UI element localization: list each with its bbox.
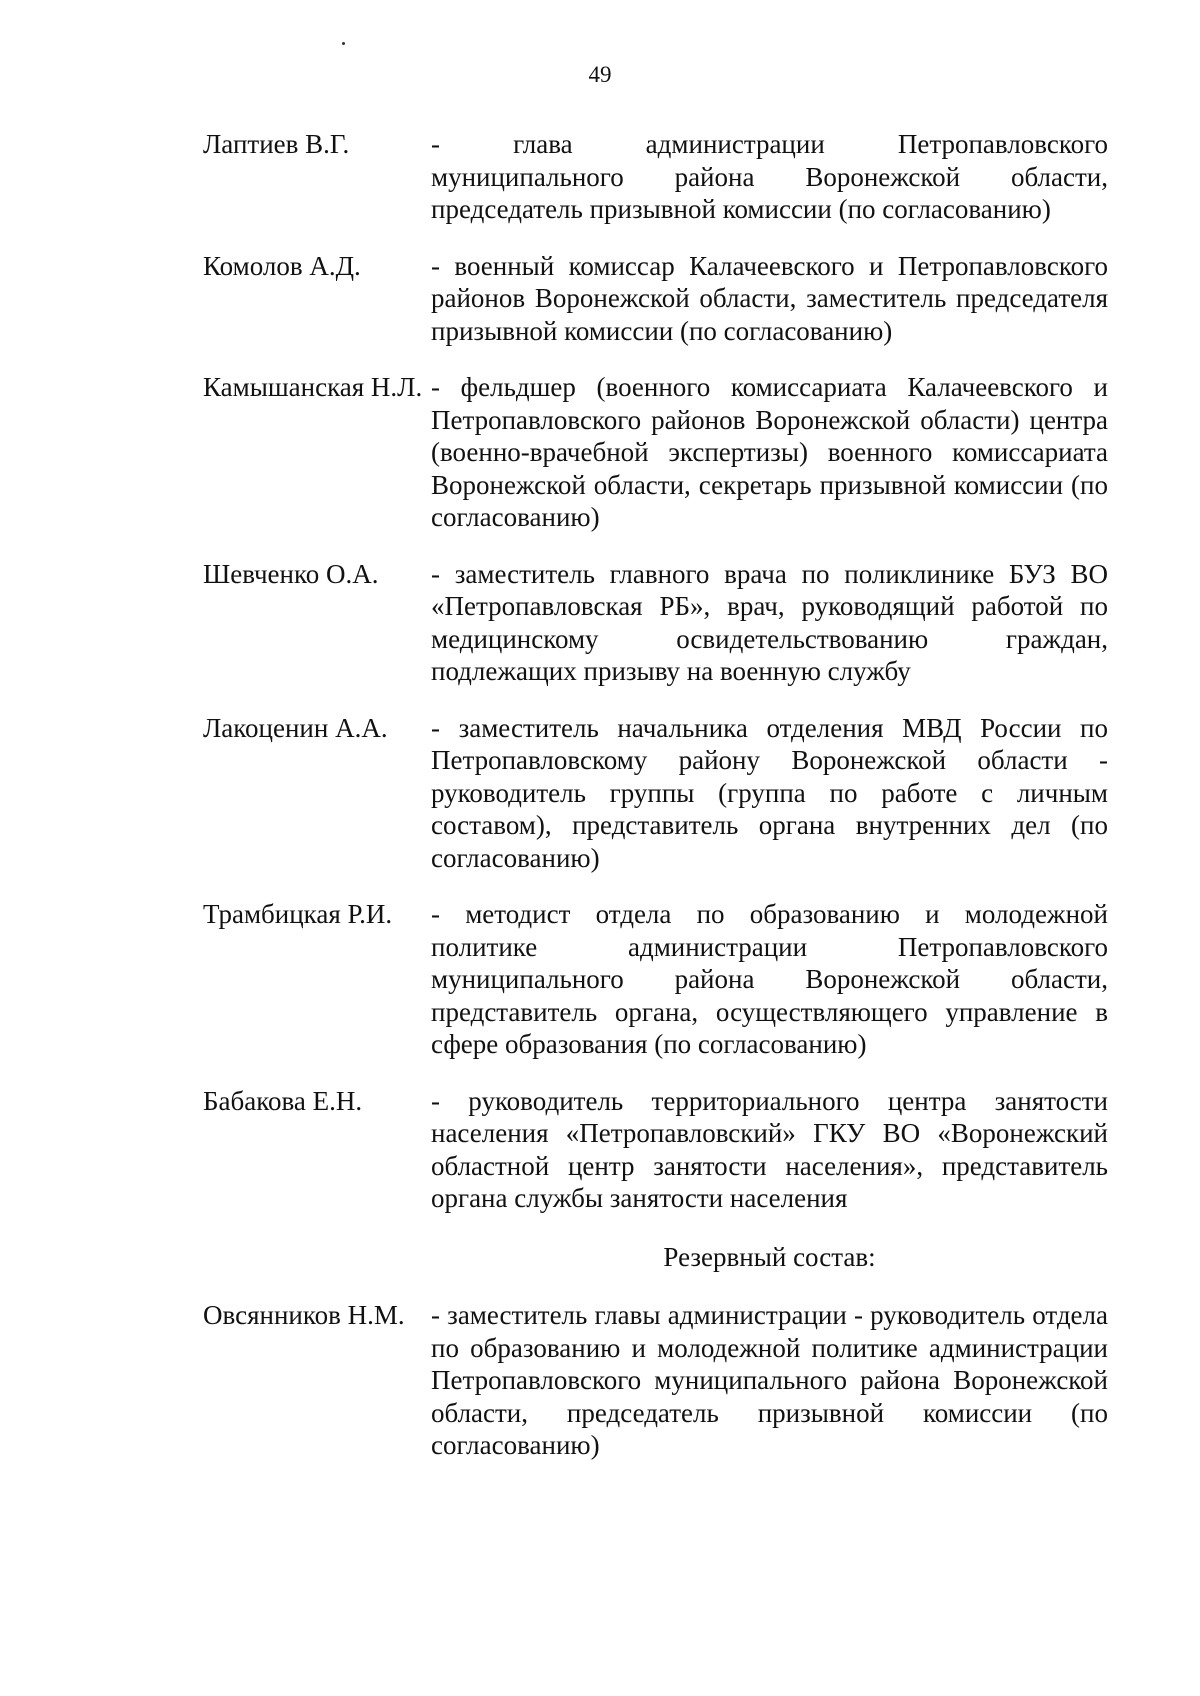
- member-name: Овсянников Н.М.: [203, 1300, 405, 1330]
- member-name: Комолов А.Д.: [203, 250, 361, 281]
- member-name: Лакоценин А.А.: [203, 712, 388, 743]
- member-role: - руководитель территориального центра занятости населения «Петропавловский» ГКУ ВО «Воронежский областной центр занятости населения», представитель органа службы занятости населения: [431, 1085, 1108, 1213]
- member-role: - заместитель главного врача по поликлинике БУЗ ВО «Петропавловская РБ», врач, руководящий работой по медицинскому освидетельствованию граждан, подлежащих призыву на военную службу: [431, 558, 1108, 686]
- page-number: 49: [588, 62, 612, 87]
- member-role: - заместитель главы администрации - руководитель отдела по образованию и молодежной политике администрации Петропавловского муниципального района Воронежской области, председатель призывной комиссии (по согласованию): [431, 1300, 1108, 1460]
- reserve-member-row: [203, 1299, 1108, 1462]
- member-row: [203, 128, 1108, 226]
- member-name: Трамбицкая Р.И.: [203, 899, 393, 929]
- member-row: [203, 558, 1108, 688]
- member-role: - военный комиссар Калачеевского и Петропавловского районов Воронежской области, заместитель председателя призывной комиссии (по согласованию): [431, 250, 1108, 346]
- member-name: Камышанская Н.Л.: [203, 372, 423, 402]
- member-name: Лаптиев В.Г.: [203, 129, 350, 159]
- member-name: Шевченко О.А.: [203, 558, 379, 589]
- scan-speck: [342, 42, 345, 45]
- member-row: [203, 371, 1108, 534]
- member-name: Бабакова Е.Н.: [203, 1085, 363, 1116]
- member-row: [203, 898, 1108, 1061]
- commission-roster: [203, 128, 1108, 1462]
- member-role: - методист отдела по образованию и молодежной политике администрации Петропавловского муниципального района Воронежской области, представитель органа, осуществляющего управление в сфере образования (по согласованию): [431, 899, 1108, 1059]
- member-row: [203, 712, 1108, 875]
- member-row: [203, 1085, 1108, 1215]
- member-role: - заместитель начальника отделения МВД России по Петропавловскому району Воронежской области - руководитель группы (группа по работе с личным составом), представитель органа внутренних дел (по согласованию): [431, 712, 1108, 873]
- member-row: [203, 250, 1108, 348]
- member-role: - фельдшер (военного комиссариата Калачеевского и Петропавловского районов Воронежской области) центра (военно-врачебной экспертизы) военного комиссариата Воронежской области, секретарь призывной комиссии (по согласованию): [431, 372, 1108, 532]
- reserve-heading: Резервный состав:: [663, 1241, 876, 1272]
- member-role: - глава администрации Петропавловского муниципального района Воронежской области, председатель призывной комиссии (по согласованию): [431, 129, 1108, 224]
